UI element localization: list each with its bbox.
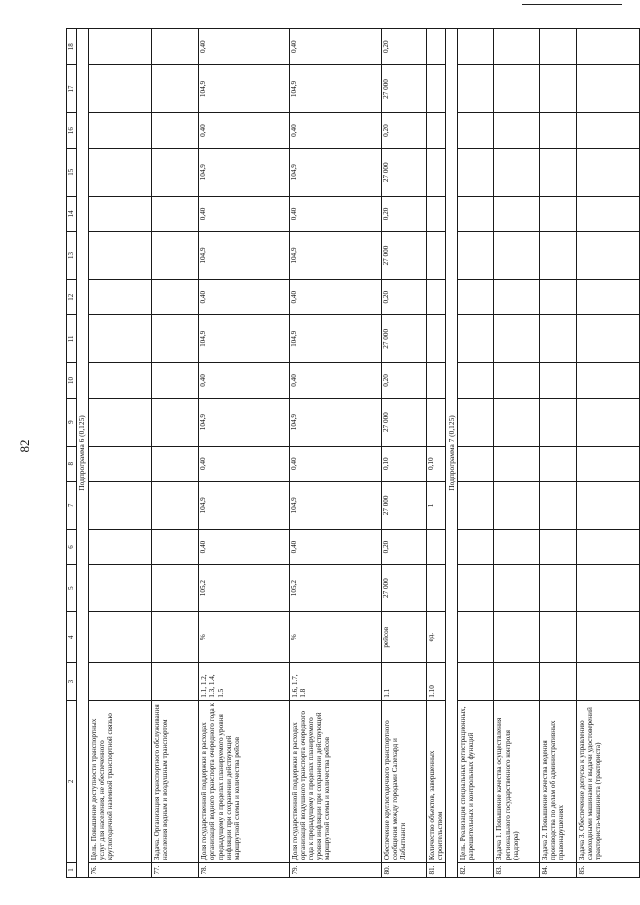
table-cell — [427, 196, 446, 231]
table-cell — [539, 398, 576, 446]
table-cell: 104,9 — [289, 315, 381, 363]
table-cell — [539, 196, 576, 231]
table-cell: 1.1, 1.2, 1.3, 1.4, 1.5 — [199, 663, 289, 700]
table-cell: 0,40 — [289, 363, 381, 398]
table-cell — [458, 65, 494, 113]
table-cell — [539, 113, 576, 148]
table-cell — [576, 446, 639, 481]
indicator-name: Цель. Повышение доступности транспортных услуг для населения, не обеспеченного круглогодичной наземной транспортной связью — [89, 700, 152, 862]
table-cell — [539, 148, 576, 196]
rotated-table-container — [66, 28, 640, 878]
table-cell — [152, 29, 199, 65]
table-cell — [494, 113, 539, 148]
table-cell: 0,20 — [381, 529, 426, 564]
table-cell — [539, 481, 576, 529]
indicator-name: Задача 1. Повышение качества осуществления регионального государственного контроля (надзора) — [494, 700, 539, 862]
table-cell — [152, 398, 199, 446]
table-cell — [89, 232, 152, 280]
table-row — [458, 29, 494, 878]
table-cell — [576, 29, 639, 65]
table-row — [381, 29, 426, 878]
table-cell — [576, 280, 639, 315]
table-cell — [458, 398, 494, 446]
table-cell — [494, 663, 539, 700]
table-cell: 0,40 — [289, 113, 381, 148]
table-cell — [458, 196, 494, 231]
table-cell — [152, 481, 199, 529]
row-number: 81. — [427, 863, 446, 878]
table-cell: 0,10 — [427, 446, 446, 481]
subprogram-title: Подпрограмма 6 (0,125) — [77, 29, 89, 878]
table-cell: 104,9 — [289, 232, 381, 280]
table-cell: % — [289, 612, 381, 663]
row-number: 85. — [576, 863, 639, 878]
indicator-name: Цель. Реализация специальных регистрационных, разрешительных и контрольных функций — [458, 700, 494, 862]
subprogram-title: Подпрограмма 7 (0,125) — [446, 29, 458, 878]
table-cell — [458, 612, 494, 663]
table-cell: 0,40 — [289, 446, 381, 481]
table-cell — [152, 280, 199, 315]
table-cell — [427, 65, 446, 113]
col-header: 4 — [67, 612, 77, 663]
table-cell — [576, 481, 639, 529]
table-cell — [494, 363, 539, 398]
table-cell — [539, 29, 576, 65]
table-cell — [494, 65, 539, 113]
table-cell: 104,9 — [199, 315, 289, 363]
table-cell: 104,9 — [199, 398, 289, 446]
table-cell — [89, 148, 152, 196]
table-cell — [494, 29, 539, 65]
row-number: 76. — [89, 863, 152, 878]
table-cell — [539, 612, 576, 663]
col-header: 6 — [67, 529, 77, 564]
table-cell — [494, 148, 539, 196]
table-cell: 0,20 — [381, 280, 426, 315]
table-cell: 0,10 — [381, 446, 426, 481]
table-cell: 0,40 — [199, 196, 289, 231]
table-cell — [152, 65, 199, 113]
table-cell — [152, 529, 199, 564]
table-cell: 27 000 — [381, 65, 426, 113]
table-cell — [427, 315, 446, 363]
table-cell: 1.1 — [381, 663, 426, 700]
table-cell: 0,40 — [199, 29, 289, 65]
table-cell: 27 000 — [381, 481, 426, 529]
table-cell — [539, 315, 576, 363]
table-cell — [576, 232, 639, 280]
table-cell — [458, 481, 494, 529]
table-cell: 1 — [427, 481, 446, 529]
table-cell — [152, 565, 199, 612]
table-cell — [458, 280, 494, 315]
col-header: 8 — [67, 446, 77, 481]
table-cell — [89, 398, 152, 446]
table-cell — [539, 446, 576, 481]
table-cell — [576, 565, 639, 612]
table-cell — [576, 148, 639, 196]
table-cell — [576, 113, 639, 148]
table-cell — [89, 663, 152, 700]
table-cell — [576, 196, 639, 231]
subprogram-row — [446, 29, 458, 878]
table-cell — [427, 398, 446, 446]
table-cell — [539, 363, 576, 398]
table-cell — [458, 565, 494, 612]
table-cell: 104,9 — [199, 148, 289, 196]
col-header: 16 — [67, 113, 77, 148]
table-cell — [458, 315, 494, 363]
table-row — [494, 29, 539, 878]
table-cell: 104,9 — [289, 481, 381, 529]
table-cell: 0,40 — [199, 446, 289, 481]
table-cell — [576, 363, 639, 398]
indicator-name: Доля государственной поддержки в расходах организаций водного транспорта очередного года к предыдущему в пределах планируемого уровня инфляции при сохранении действующей маршрутной схемы и количества рейсов — [199, 700, 289, 862]
table-cell: 27 000 — [381, 148, 426, 196]
table-cell — [427, 232, 446, 280]
table-cell — [539, 232, 576, 280]
table-cell — [89, 446, 152, 481]
table-cell — [152, 148, 199, 196]
row-number: 83. — [494, 863, 539, 878]
row-number: 79. — [289, 863, 381, 878]
table-cell — [89, 565, 152, 612]
table-cell — [494, 232, 539, 280]
table-row — [539, 29, 576, 878]
table-cell — [89, 363, 152, 398]
table-cell: 0,20 — [381, 29, 426, 65]
table-cell — [458, 663, 494, 700]
col-header: 3 — [67, 663, 77, 700]
table-cell: 27 000 — [381, 398, 426, 446]
table-cell — [458, 363, 494, 398]
table-cell — [576, 529, 639, 564]
table-cell — [89, 481, 152, 529]
table-cell — [494, 481, 539, 529]
table-cell — [152, 363, 199, 398]
table-cell — [494, 612, 539, 663]
col-header: 10 — [67, 363, 77, 398]
table-cell: 105,2 — [199, 565, 289, 612]
table-cell: рейсов — [381, 612, 426, 663]
indicator-name: Задача. Организация транспортного обслуживания населения водным и воздушным транспортом — [152, 700, 199, 862]
table-cell — [458, 29, 494, 65]
table-cell — [152, 663, 199, 700]
row-number: 78. — [199, 863, 289, 878]
table-cell — [152, 232, 199, 280]
table-cell — [89, 280, 152, 315]
table-cell: 104,9 — [199, 232, 289, 280]
table-cell: 1.6, 1.7, 1.8 — [289, 663, 381, 700]
table-cell — [89, 529, 152, 564]
table-row — [427, 29, 446, 878]
table-cell: 0,40 — [289, 529, 381, 564]
indicator-name: Задача 2. Повышение качества ведения производства по делам об административных правонарушениях — [539, 700, 576, 862]
table-cell — [494, 196, 539, 231]
table-cell: 0,40 — [199, 280, 289, 315]
table-cell — [427, 280, 446, 315]
table-cell — [458, 113, 494, 148]
table-cell: 27 000 — [381, 565, 426, 612]
col-header: 5 — [67, 565, 77, 612]
table-cell: 0,40 — [289, 196, 381, 231]
col-header: 9 — [67, 398, 77, 446]
table-cell: 104,9 — [199, 481, 289, 529]
table-cell — [576, 663, 639, 700]
table-cell — [89, 29, 152, 65]
page-number: 82 — [17, 439, 32, 453]
col-header: 11 — [67, 315, 77, 363]
table-cell: 0,40 — [199, 529, 289, 564]
table-cell — [539, 565, 576, 612]
table-cell — [539, 280, 576, 315]
table-cell — [494, 280, 539, 315]
table-cell: 1.10 — [427, 663, 446, 700]
table-cell: 0,40 — [289, 29, 381, 65]
table-cell — [152, 315, 199, 363]
table-cell: 104,9 — [199, 65, 289, 113]
table-cell: 0,20 — [381, 113, 426, 148]
row-number: 77. — [152, 863, 199, 878]
table-cell — [427, 529, 446, 564]
table-cell — [458, 232, 494, 280]
col-header: 7 — [67, 481, 77, 529]
table-cell — [89, 315, 152, 363]
table-cell: 27 000 — [381, 232, 426, 280]
col-header: 14 — [67, 196, 77, 231]
table-cell: 104,9 — [289, 65, 381, 113]
indicator-name: Задача 3. Обеспечение допуска к управлению самоходными машинами и выдачи удостоверений тракториста-машиниста (тракториста) — [576, 700, 639, 862]
table-cell — [576, 65, 639, 113]
table-cell: 0,20 — [381, 363, 426, 398]
table-cell: 0,20 — [381, 196, 426, 231]
subprogram-row — [77, 29, 89, 878]
table-cell — [89, 612, 152, 663]
table-cell — [494, 529, 539, 564]
indicator-name: Количество объектов, завершенных строительством — [427, 700, 446, 862]
table-cell: 104,9 — [289, 148, 381, 196]
table-cell — [539, 65, 576, 113]
table-body — [67, 29, 640, 878]
table-cell — [539, 529, 576, 564]
table-cell: 104,9 — [289, 398, 381, 446]
col-header: 18 — [67, 29, 77, 65]
indicator-name: Доля государственной поддержки в расходах организаций воздушного транспорта очередного года к предыдущему в пределах планируемого уровня инфляции при сохранении действующей маршрутной схемы и количества рейсов — [289, 700, 381, 862]
table-cell: 27 000 — [381, 315, 426, 363]
table-cell — [576, 612, 639, 663]
table-cell — [427, 29, 446, 65]
table-cell: 0,40 — [289, 280, 381, 315]
table-cell — [89, 65, 152, 113]
row-number: 80. — [381, 863, 426, 878]
table-cell — [494, 315, 539, 363]
table-cell — [458, 148, 494, 196]
row-number: 84. — [539, 863, 576, 878]
table-cell — [152, 612, 199, 663]
table-cell — [458, 529, 494, 564]
table-row — [152, 29, 199, 878]
table-cell — [494, 398, 539, 446]
indicators-table — [66, 28, 640, 878]
table-cell — [152, 446, 199, 481]
table-cell — [152, 196, 199, 231]
table-cell — [576, 398, 639, 446]
table-cell — [494, 565, 539, 612]
table-cell: ед. — [427, 612, 446, 663]
col-header: 17 — [67, 65, 77, 113]
table-cell — [427, 113, 446, 148]
table-cell — [152, 113, 199, 148]
table-cell — [427, 363, 446, 398]
table-cell — [427, 148, 446, 196]
table-cell — [539, 663, 576, 700]
col-header: 15 — [67, 148, 77, 196]
col-header: 13 — [67, 232, 77, 280]
table-row — [89, 29, 152, 878]
col-header: 2 — [67, 700, 77, 862]
table-row — [199, 29, 289, 878]
table-cell: % — [199, 612, 289, 663]
table-row — [289, 29, 381, 878]
row-number: 82. — [458, 863, 494, 878]
top-rule — [522, 4, 622, 5]
table-cell — [89, 113, 152, 148]
col-header: 1 — [67, 863, 77, 878]
table-cell: 0,40 — [199, 113, 289, 148]
table-cell — [458, 446, 494, 481]
table-cell: 105,2 — [289, 565, 381, 612]
indicator-name: Обеспечение круглогодичного транспортного сообщения между городами Салехард и Лабытнанги — [381, 700, 426, 862]
table-cell — [494, 446, 539, 481]
table-cell: 0,40 — [199, 363, 289, 398]
table-row — [576, 29, 639, 878]
col-header: 12 — [67, 280, 77, 315]
table-cell — [89, 196, 152, 231]
table-cell — [576, 315, 639, 363]
table-cell — [427, 565, 446, 612]
column-number-row — [67, 29, 77, 878]
